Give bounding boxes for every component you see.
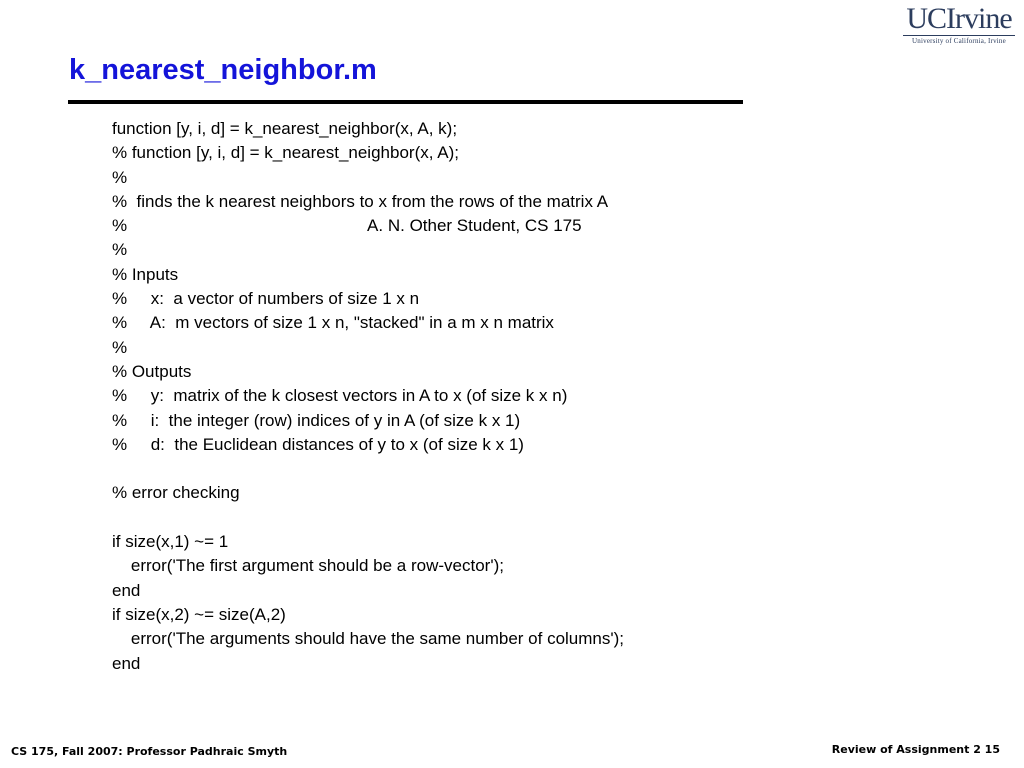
uc-irvine-logo xyxy=(902,2,1016,48)
code-line: % xyxy=(112,167,128,187)
code-listing xyxy=(112,117,772,676)
code-line: error('The arguments should have the same number of columns'); xyxy=(112,629,625,649)
logo-divider xyxy=(903,35,1015,36)
code-line: % x: a vector of numbers of size 1 x n xyxy=(112,289,420,309)
code-line: % function [y, i, d] = k_nearest_neighbor(x, A); xyxy=(112,143,459,163)
code-line: % Outputs xyxy=(112,361,192,381)
logo-wordmark: UCIrvine xyxy=(906,2,1012,35)
code-line: % A. N. Other Student, CS 175 xyxy=(112,216,582,236)
code-line: % d: the Euclidean distances of y to x (of size k x 1) xyxy=(112,434,524,454)
code-line: function [y, i, d] = k_nearest_neighbor(x, A, k); xyxy=(112,119,458,138)
code-line xyxy=(112,457,772,481)
code-line: % y: matrix of the k closest vectors in A to x (of size k x n) xyxy=(112,386,568,406)
code-line: end xyxy=(112,580,141,600)
code-line: if size(x,2) ~= size(A,2) xyxy=(112,604,286,624)
code-line: if size(x,1) ~= 1 xyxy=(112,532,229,552)
footer-slide-info: Review of Assignment 2 15 xyxy=(831,743,1000,756)
code-line: % error checking xyxy=(112,483,240,503)
footer-course-info: CS 175, Fall 2007: Professor Padhraic Smyth xyxy=(11,745,288,758)
slide-title: k_nearest_neighbor.m xyxy=(69,54,377,86)
code-line: error('The first argument should be a row-vector'); xyxy=(112,556,504,576)
code-line: % xyxy=(112,240,128,260)
code-line: % Inputs xyxy=(112,264,179,284)
code-line xyxy=(112,506,772,530)
code-line: % finds the k nearest neighbors to x from the rows of the matrix A xyxy=(112,191,609,211)
code-line: % A: m vectors of size 1 x n, "stacked" in a m x n matrix xyxy=(112,313,554,333)
code-line: % xyxy=(112,337,128,357)
code-line: end xyxy=(112,653,141,673)
code-line: % i: the integer (row) indices of y in A (of size k x 1) xyxy=(112,410,521,430)
title-underline xyxy=(68,100,743,104)
logo-subtitle: University of California, Irvine xyxy=(912,37,1006,45)
